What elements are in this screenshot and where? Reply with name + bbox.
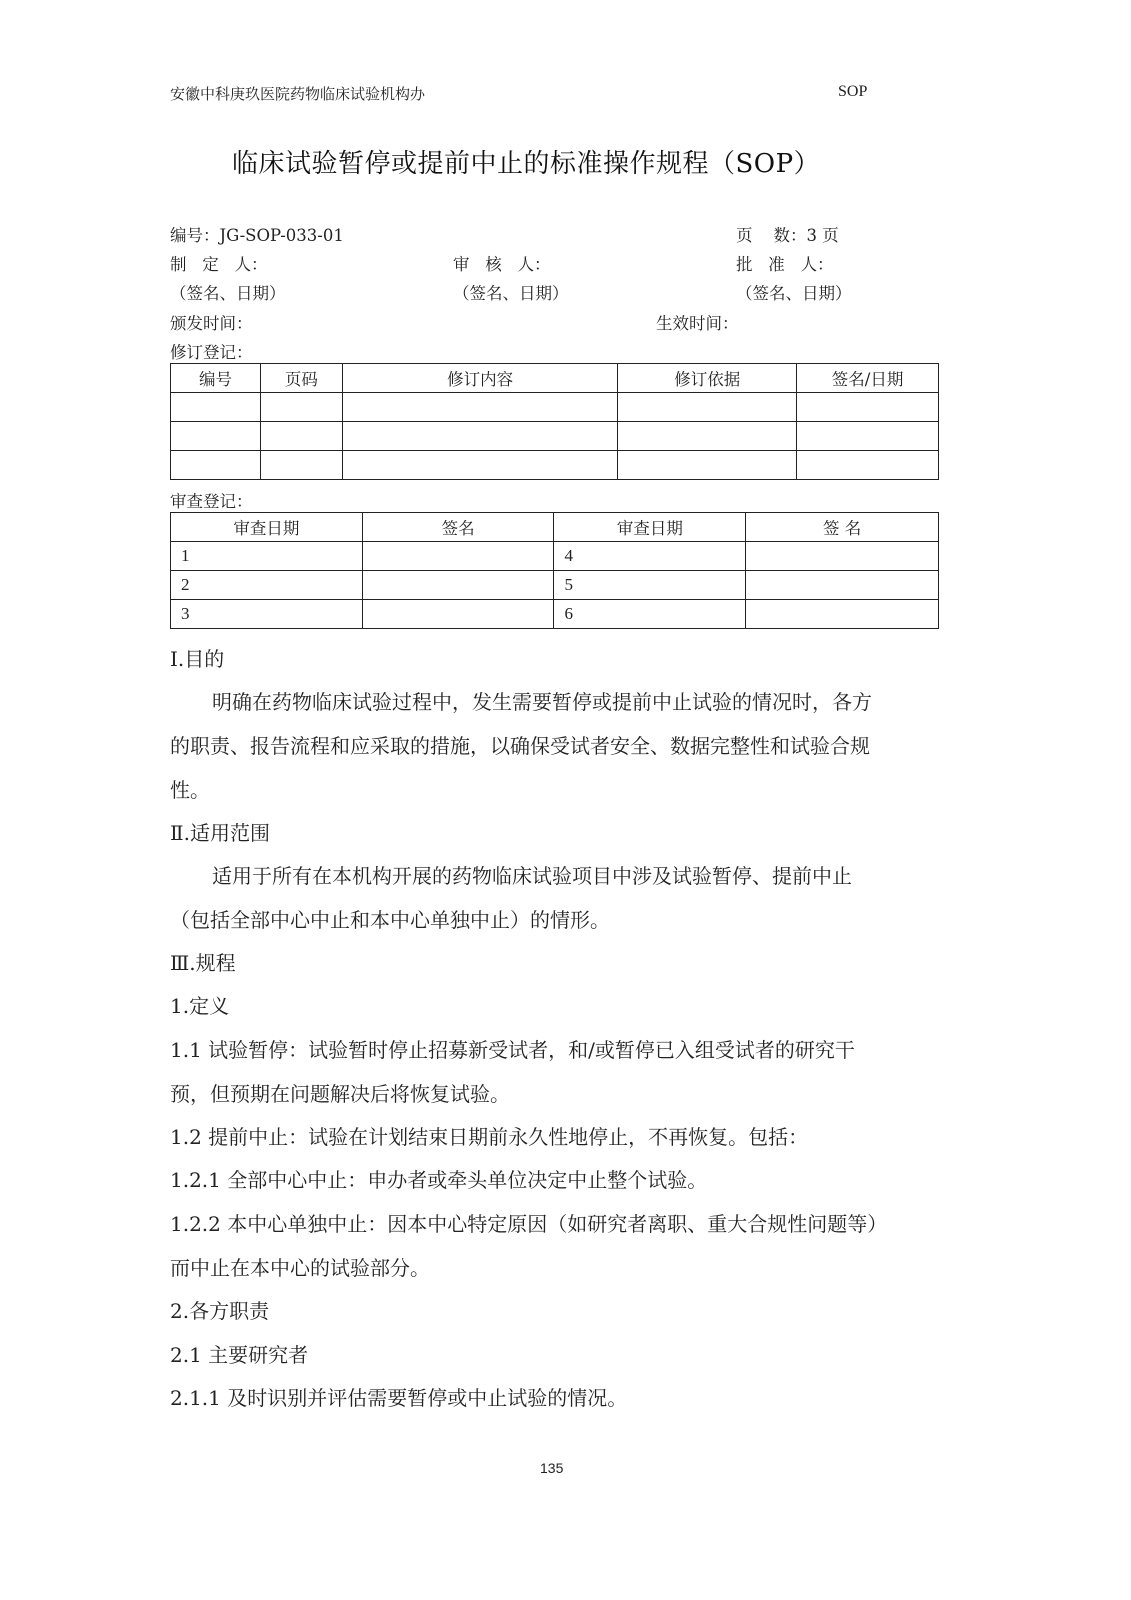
review-row (171, 600, 939, 629)
review-sign-cell[interactable] (362, 542, 554, 571)
header-organization: 安徽中科庚玖医院药物临床试验机构办 (170, 85, 426, 103)
page-number: 135 (540, 1460, 564, 1476)
revision-cell[interactable] (618, 422, 797, 451)
revision-cell[interactable] (797, 451, 939, 480)
section-heading-purpose: Ⅰ.目的 (170, 647, 225, 671)
revision-cell[interactable] (342, 393, 618, 422)
subsection-heading: 2.各方职责 (170, 1299, 270, 1323)
review-row (171, 571, 939, 600)
review-date-cell[interactable]: 4 (554, 542, 746, 571)
revision-row (171, 422, 939, 451)
paragraph-line: 2.1.1 及时识别并评估需要暂停或中止试验的情况。 (170, 1386, 628, 1410)
review-header-cell: 审查日期 (554, 513, 746, 542)
revision-cell[interactable] (171, 451, 261, 480)
author-field: 制 定 人： (170, 255, 268, 274)
review-header-cell: 审查日期 (171, 513, 363, 542)
subsection-heading: 1.定义 (170, 994, 230, 1018)
review-header-row (171, 513, 939, 542)
paragraph-line: 预，但预期在问题解决后将恢复试验。 (170, 1082, 510, 1106)
review-sign-cell[interactable] (746, 542, 939, 571)
paragraph-line: 1.2.2 本中心单独中止：因本中心特定原因（如研究者离职、重大合规性问题等） (170, 1212, 888, 1236)
revision-row (171, 393, 939, 422)
section-heading-procedure: Ⅲ.规程 (170, 951, 236, 975)
revision-header-cell: 编号 (171, 364, 261, 393)
review-sign-cell[interactable] (362, 571, 554, 600)
review-date-cell[interactable]: 3 (171, 600, 363, 629)
review-register-label: 审查登记： (170, 492, 253, 511)
revision-cell[interactable] (797, 422, 939, 451)
revision-register-table (170, 363, 939, 480)
paragraph-line: 1.2.1 全部中心中止：申办者或牵头单位决定中止整个试验。 (170, 1168, 708, 1192)
paragraph-line: 性。 (170, 778, 210, 802)
paragraph-line: 明确在药物临床试验过程中，发生需要暂停或提前中止试验的情况时，各方 (212, 690, 872, 714)
author-sign-date: （签名、日期） (170, 284, 286, 303)
page-count: 页 数：3 页 (736, 226, 839, 245)
revision-cell[interactable] (260, 422, 342, 451)
review-date-cell[interactable]: 2 (171, 571, 363, 600)
revision-header-cell: 修订内容 (342, 364, 618, 393)
paragraph-line: 1.1 试验暂停：试验暂时停止招募新受试者，和/或暂停已入组受试者的研究干 (170, 1038, 855, 1062)
paragraph-line: 适用于所有在本机构开展的药物临床试验项目中涉及试验暂停、提前中止 (212, 864, 852, 888)
revision-cell[interactable] (797, 393, 939, 422)
reviewer-sign-date: （签名、日期） (453, 284, 569, 303)
paragraph-line: 的职责、报告流程和应采取的措施，以确保受试者安全、数据完整性和试验合规 (170, 734, 870, 758)
doc-number: 编号：JG-SOP-033-01 (170, 226, 344, 245)
reviewer-field: 审 核 人： (453, 255, 551, 274)
revision-cell[interactable] (171, 393, 261, 422)
paragraph-line: （包括全部中心中止和本中心单独中止）的情形。 (170, 908, 610, 932)
review-sign-cell[interactable] (746, 600, 939, 629)
revision-cell[interactable] (342, 451, 618, 480)
revision-header-cell: 修订依据 (618, 364, 797, 393)
review-header-cell: 签名 (362, 513, 554, 542)
review-date-cell[interactable]: 5 (554, 571, 746, 600)
revision-cell[interactable] (260, 393, 342, 422)
revision-cell[interactable] (171, 422, 261, 451)
revision-row (171, 451, 939, 480)
revision-header-cell: 页码 (260, 364, 342, 393)
review-date-cell[interactable]: 6 (554, 600, 746, 629)
review-sign-cell[interactable] (362, 600, 554, 629)
approver-field: 批 准 人： (736, 255, 834, 274)
revision-cell[interactable] (618, 393, 797, 422)
revision-register-label: 修订登记： (170, 343, 253, 362)
paragraph-line: 而中止在本中心的试验部分。 (170, 1256, 430, 1280)
approver-sign-date: （签名、日期） (736, 284, 852, 303)
subsection-heading: 2.1 主要研究者 (170, 1343, 309, 1367)
section-heading-scope: Ⅱ.适用范围 (170, 821, 270, 845)
review-row (171, 542, 939, 571)
revision-header-cell: 签名/日期 (797, 364, 939, 393)
review-sign-cell[interactable] (746, 571, 939, 600)
review-header-cell: 签 名 (746, 513, 939, 542)
review-date-cell[interactable]: 1 (171, 542, 363, 571)
revision-header-row (171, 364, 939, 393)
effective-date-field: 生效时间： (656, 314, 739, 333)
revision-cell[interactable] (342, 422, 618, 451)
document-title: 临床试验暂停或提前中止的标准操作规程（SOP） (232, 149, 821, 179)
revision-cell[interactable] (260, 451, 342, 480)
paragraph-line: 1.2 提前中止：试验在计划结束日期前永久性地停止，不再恢复。包括： (170, 1125, 809, 1149)
revision-cell[interactable] (618, 451, 797, 480)
review-register-table (170, 512, 939, 629)
issue-date-field: 颁发时间： (170, 314, 253, 333)
header-doc-type: SOP (838, 83, 868, 100)
